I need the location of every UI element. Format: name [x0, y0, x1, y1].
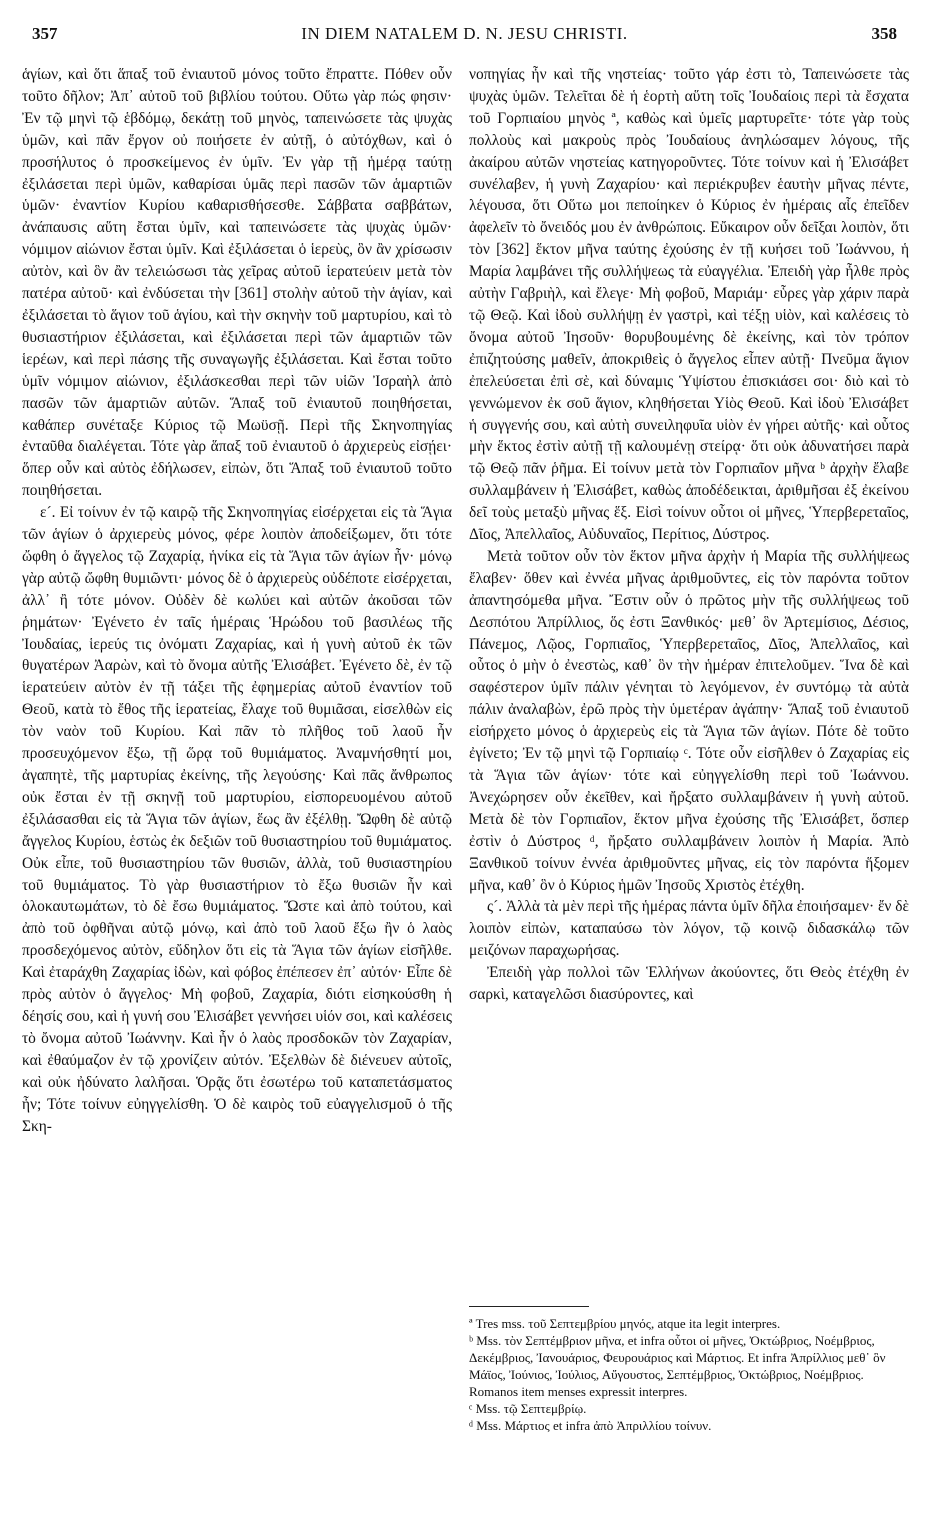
paragraph: Μετὰ τοῦτον οὖν τὸν ἕκτον μῆνα ἀρχὴν ἡ Μαρία τῆς συλλήψεως ἔλαβεν· ὅθεν καὶ ἐννέα μῆνας ἀριθμοῦντες, εἰς τὸν παρόντα τοῦτον ἀπαντησόμεθα μῆνα. Ἔστιν οὖν ὁ πρῶτος μὴν τῆς συλλήψεως τοῦ Δεσπότου Ἀπρίλλιος, ὅς ἐστι Ξανθικός· μεθ᾽ ὃν Ἀρτεμίσιος, Δέσιος, Πάνεμος, Λῷος, Γορπιαῖος, Ὑπερβερεταῖος, Δῖος, Ἀπελλαῖος, καὶ οὗτος ὁ μὴν ὁ ἐνεστὼς, καθ᾽ ὃν τὴν ἡμέραν ἐπιτελοῦμεν. Ἵνα δὲ καὶ σαφέστερον ὑμῖν πάλιν γένηται τὸ λεγόμενον, ἐν συντόμῳ τὰ αὐτὰ πάλιν ἀναλαβὼν, ἐρῶ πρὸς τὴν ὑμετέραν ἀγάπην· Ἅπαξ τοῦ ἐνιαυτοῦ εἰσήρχετο μόνος ὁ ἀρχιερεὺς εἰς τὰ Ἅγια τῶν ἁγίων. Πότε δὲ τοῦτο ἐγίνετο; Ἐν τῷ μηνὶ τῷ Γορπιαίῳ ᶜ. Τότε οὖν εἰσῆλθεν ὁ Ζαχαρίας εἰς τὰ Ἅγια τῶν ἁγίων· τότε καὶ εὐηγγελίσθη περὶ τοῦ Ἰωάννου. Ἀνεχώρησεν οὖν ἐκεῖθεν, καὶ ἤρξατο συλλαμβάνειν ἡ γυνὴ αὐτοῦ. Μετὰ δὲ τὸν Γορπιαῖον, ἕκτον μῆνα ἐχούσης τῆς Ἐλισάβετ, ὅσπερ ἐστὶν ὁ Δύστρος ᵈ, ἤρξατο συλλαμβάνειν λοιπὸν ἡ Μαρία. Ἀπὸ Ξανθικοῦ τοίνυν ἐννέα ἀριθμοῦντες μῆνας, εἰς τὸν παρόντα ἥξομεν μῆνα, καθ᾽ ὃν ὁ Κύριος ἡμῶν Ἰησοῦς Χριστὸς ἐτέχθη. [469, 547, 909, 894]
footnote: ᶜ Mss. τῷ Σεπτεμβρίῳ. [469, 1401, 587, 1416]
left-column [22, 64, 452, 1137]
footnote: ᵇ Mss. τὸν Σεπτέμβριον μῆνα, et infra οὗτοι οἱ μῆνες, Ὀκτώβριος, Νοέμβριος, Δεκέμβριος, Ἰανουάριος, Φευρουάριος καὶ Μάρτιος. Et infra Ἀπρίλλιος μεθ᾽ ὃν Μάϊος, Ἰούνιος, Ἰούλιος, Αὔγουστος, Σεπτέμβριος, Ὀκτώβριος, Νοέμβριος. Romanos item menses expressit interpres. [469, 1333, 886, 1399]
paragraph: ς´. Ἀλλὰ τὰ μὲν περὶ τῆς ἡμέρας πάντα ὑμῖν δῆλα ἐποιήσαμεν· ἔν δὲ λοιπὸν εἰπὼν, καταπαύσω τὸν λόγον, τῷ κοινῷ διδασκάλῳ τῶν μειζόνων παραχωρήσας. [469, 898, 909, 960]
paragraph: ἁγίων, καὶ ὅτι ἅπαξ τοῦ ἐνιαυτοῦ μόνος τοῦτο ἔπραττε. Πόθεν οὖν τοῦτο δῆλον; Ἀπ᾽ αὐτοῦ τοῦ βιβλίου τούτου. Οὕτω γὰρ πώς φησιν· Ἐν τῷ μηνὶ τῷ ἑβδόμῳ, δεκάτῃ τοῦ μηνὸς, ταπεινώσετε τὰς ψυχὰς ὑμῶν, καὶ πᾶν ἔργον οὐ ποιήσετε ἐν αὐτῇ, ὁ αὐτόχθων, καὶ ὁ προσήλυτος ὁ προσκείμενος ἐν ὑμῖν. Ἐν γὰρ τῇ ἡμέρᾳ ταύτῃ ἐξιλάσεται περὶ ὑμῶν, καθαρίσαι ὑμᾶς περὶ πασῶν τῶν ἁμαρτιῶν ὑμῶν· ἐναντίον Κυρίου καθαρισθήσεσθε. Σάββατα σαββάτων, ἀνάπαυσις αὕτη ἔσται ὑμῖν, καὶ ταπεινώσετε τὰς ψυχὰς ὑμῶν· νόμιμον αἰώνιον ἔσται ὑμῖν. Καὶ ἐξιλάσεται ὁ ἱερεὺς, ὃν ἂν χρίσωσιν αὐτὸν, καὶ ὃν ἂν τελειώσωσι τὰς χεῖρας αὐτοῦ ἱερατεύειν μετὰ τὸν πατέρα αὐτοῦ· καὶ ἐνδύσεται τὴν [361] στολὴν αὐτοῦ τὴν ἁγίαν, καὶ ἐξιλάσεται τὸ ἅγιον τοῦ ἁγίου, καὶ τὴν σκηνὴν τοῦ μαρτυρίου, καὶ τὸ θυσιαστήριον ἐξιλάσεται, καὶ ἐξιλάσεται περὶ τῶν ἁμαρτιῶν τῶν ἱερέων, καὶ περὶ πάσης τῆς συναγωγῆς ἐξιλάσεται. Καὶ ἔσται τοῦτο ὑμῖν νόμιμον αἰώνιον, ἐξιλάσκεσθαι περὶ τῶν υἱῶν Ἰσραὴλ ἀπὸ πασῶν τῶν ἁμαρτιῶν αὐτῶν. Ἅπαξ τοῦ ἐνιαυτοῦ ποιηθήσεται, καθάπερ συνέταξε Κύριος τῷ Μωϋσῇ. Περὶ τῆς Σκηνοπηγίας ἐνταῦθα διαλέγεται. Τότε γὰρ ἅπαξ τοῦ ἐνιαυτοῦ ὁ ἀρχιερεὺς εἰσῄει· ὅπερ οὖν καὶ αὐτὸς ἐδήλωσεν, εἰπὼν, ὅτι Ἅπαξ τοῦ ἐνιαυτοῦ τοῦτο ποιηθήσεται. [22, 66, 452, 500]
footnote: ᵈ Mss. Μάρτιος et infra ἀπὸ Ἀπριλλίου τοίνυν. [469, 1418, 712, 1433]
paragraph: Ἐπειδὴ γὰρ πολλοὶ τῶν Ἑλλήνων ἀκούοντες, ὅτι Θεὸς ἐτέχθη ἐν σαρκὶ, καταγελῶσι διασύροντες, καὶ [469, 964, 909, 1004]
paragraph: ε´. Εἰ τοίνυν ἐν τῷ καιρῷ τῆς Σκηνοπηγίας εἰσέρχεται εἰς τὰ Ἅγια τῶν ἁγίων ὁ ἀρχιερεὺς μόνος, φέρε λοιπὸν ἀποδείξωμεν, ὅτι τότε ὤφθη ὁ ἄγγελος τῷ Ζαχαρίᾳ, ἡνίκα εἰς τὰ Ἅγια τῶν ἁγίων ἦν· μόνῳ γὰρ αὐτῷ ὤφθη θυμιῶντι· μόνος δὲ ὁ ἀρχιερεὺς οὐδέποτε εἰσέρχεται, ἀλλ᾽ ἢ τότε μόνον. Οὐδὲν δὲ κωλύει καὶ αὐτῶν ἀκοῦσαι τῶν ῥημάτων· Ἐγένετο ἐν ταῖς ἡμέραις Ἡρώδου τοῦ βασιλέως τῆς Ἰουδαίας, ἱερεύς τις ὀνόματι Ζαχαρίας, καὶ ἡ γυνὴ αὐτοῦ ἐκ τῶν θυγατέρων Ἀαρὼν, καὶ τὸ ὄνομα αὐτῆς Ἐλισάβετ. Ἐγένετο δὲ, ἐν τῷ ἱερατεύειν αὐτὸν ἐν τῇ τάξει τῆς ἐφημερίας αὐτοῦ ἐναντίον τοῦ Θεοῦ, κατὰ τὸ ἔθος τῆς ἱερατείας, ἔλαχε τοῦ θυμιᾶσαι, εἰσελθὼν εἰς τὸν ναὸν τοῦ Κυρίου. Καὶ πᾶν τὸ πλῆθος τοῦ λαοῦ ἦν προσευχόμενον ἔξω, τῇ ὥρᾳ τοῦ θυμιάματος. Ἀναμνήσθητί μοι, ἀγαπητὲ, τῆς μαρτυρίας ἐκείνης, τῆς λεγούσης· Καὶ πᾶς ἄνθρωπος οὐκ ἔσται ἐν τῇ σκηνῇ τοῦ μαρτυρίου, εἰσπορευομένου αὐτοῦ ἐξιλάσασθαι εἰς τὰ Ἅγια τῶν ἁγίων, ἕως ἂν ἐξέλθῃ. Ὤφθη δὲ αὐτῷ ἄγγελος Κυρίου, ἑστὼς ἐκ δεξιῶν τοῦ θυσιαστηρίου τοῦ θυμιάματος. Οὐκ εἶπε, τοῦ θυσιαστηρίου τῶν θυσιῶν, ἀλλὰ, τοῦ θυσιαστηρίου τοῦ θυμιάματος. Τὸ γὰρ θυσιαστήριον τὸ ἔξω θυσιῶν ἦν καὶ ὁλοκαυτωμάτων, τὸ δὲ ἔσω θυμιάματος. Ὥστε καὶ ἀπὸ τούτου, καὶ ἀπὸ τοῦ ὀφθῆναι αὐτῷ μόνῳ, καὶ ἀπὸ τοῦ λαοῦ ἔξω ἢν ὁ λαὸς προσδεχόμενος αὐτὸν, εὔδηλον ὅτι εἰς τὰ Ἅγια τῶν ἁγίων εἰσῆλθε. Καὶ ἐταράχθη Ζαχαρίας ἰδὼν, καὶ φόβος ἐπέπεσεν ἐπ᾽ αὐτόν· Εἶπε δὲ πρὸς αὐτὸν ὁ ἄγγελος· Μὴ φοβοῦ, Ζαχαρία, διότι εἰσηκούσθη ἡ δέησίς σου, καὶ ἡ γυνή σου Ἐλισάβετ γεννήσει υἱόν σοι, καὶ καλέσεις τὸ ὄνομα αὐτοῦ Ἰωάννην. Καὶ ἦν ὁ λαὸς προσδοκῶν τὸν Ζαχαρίαν, καὶ ἐθαύμαζον ἐν τῷ χρονίζειν αὐτόν. Ἐξελθὼν δὲ διένευεν αὐτοῖς, καὶ οὐκ ἠδύνατο λαλῆσαι. Ὁρᾷς ὅτι ἐσωτέρω τοῦ καταπετάσματος ἦν; Τότε τοίνυν εὐηγγελίσθη. Ὁ δὲ καιρὸς τοῦ εὐαγγελισμοῦ ὁ τῆς Σκη- [22, 504, 452, 1135]
right-page-number: 358 [871, 24, 897, 43]
right-column [469, 64, 909, 1006]
page-header [22, 10, 907, 50]
left-page-number: 357 [32, 24, 58, 43]
footnotes [469, 1306, 909, 1434]
footnote: ª Tres mss. τοῦ Σεπτεμβρίου μηνός, atque ita legit interpres. [469, 1316, 781, 1331]
running-title: IN DIEM NATALEM D. N. JESU CHRISTI. [301, 24, 628, 43]
column-divider [463, 64, 464, 1174]
footnote-rule [469, 1306, 589, 1307]
paragraph: νοπηγίας ἦν καὶ τῆς νηστείας· τοῦτο γάρ ἐστι τὸ, Ταπεινώσετε τὰς ψυχὰς ὑμῶν. Τελεῖται δὲ ἡ ἑορτὴ αὕτη τοῖς Ἰουδαίοις περὶ τὰ ἔσχατα τοῦ Γορπιαίου μηνὸς ª, καθὼς καὶ ὑμεῖς μαρτυρεῖτε· τότε γὰρ τοὺς πολλοὺς καὶ μακροὺς πρὸς Ἰουδαίους ἀνηλώσαμεν λόγους, τῆς ἀκαίρου αὐτῶν νηστείας κατηγοροῦντες. Τότε τοίνυν καὶ ἡ Ἐλισάβετ συνέλαβεν, ἡ γυνὴ Ζαχαρίου· καὶ περιέκρυβεν ἑαυτὴν μῆνας πέντε, λέγουσα, ὅτι Οὕτω μοι πεποίηκεν ὁ Κύριος ἐν ἡμέραις αἷς ἐπεῖδεν ἀφελεῖν τὸ ὄνειδός μου ἐν ἀνθρώποις. Εὔκαιρον οὖν δεῖξαι λοιπὸν, ὅτι τὸν [362] ἕκτον μῆνα ταύτης ἐχούσης ἐν τῇ κυήσει τοῦ Ἰωάννου, ἡ Μαρία λαμβάνει τῆς συλλήψεως τὰ εὐαγγέλια. Ἐπειδὴ γὰρ ἦλθε πρὸς αὐτὴν Γαβριὴλ, καὶ ἔλεγε· Μὴ φοβοῦ, Μαριάμ· εὗρες γὰρ χάριν παρὰ τῷ Θεῷ. Καὶ ἰδοὺ συλλήψῃ ἐν γαστρὶ, καὶ τέξῃ υἱὸν, καὶ καλέσεις τὸ ὄνομα αὐτοῦ Ἰησοῦν· θορυβουμένης δὲ ἐκείνης, καὶ τὸν τρόπον ἐπιζητούσης μαθεῖν, ἀποκριθεὶς ὁ ἄγγελος εἶπεν αὐτῇ· Πνεῦμα ἅγιον ἐπελεύσεται ἐπὶ σὲ, καὶ δύναμις Ὑψίστου ἐπισκιάσει σοι· διὸ καὶ τὸ γεννώμενον ἐκ σοῦ ἅγιον, κληθήσεται Υἱὸς Θεοῦ. Καὶ ἰδοὺ Ἐλισάβετ ἡ συγγενής σου, καὶ αὐτὴ συνειληφυῖα υἱὸν ἐν γήρει αὐτῆς· καὶ οὗτος μὴν ἕκτος ἐστὶν αὐτῇ τῇ καλουμένῃ στείρᾳ· ὅτι οὐκ ἀδυνατήσει παρὰ τῷ Θεῷ πᾶν ῥῆμα. Εἰ τοίνυν μετὰ τὸν Γορπιαῖον μῆνα ᵇ ἀρχὴν ἔλαβε συλλαμβάνειν ἡ Ἐλισάβετ, καθὼς ἀποδέδεικται, ἀριθμῆσαι ἐξ ἐκείνου δεῖ τοὺς μεταξὺ μῆνας ἕξ. Εἰσὶ τοίνυν οὗτοι οἱ μῆνες, Ὑπερβερεταῖος, Δῖος, Ἀπελλαῖος, Αὐδυναῖος, Περίτιος, Δύστρος. [469, 66, 909, 544]
